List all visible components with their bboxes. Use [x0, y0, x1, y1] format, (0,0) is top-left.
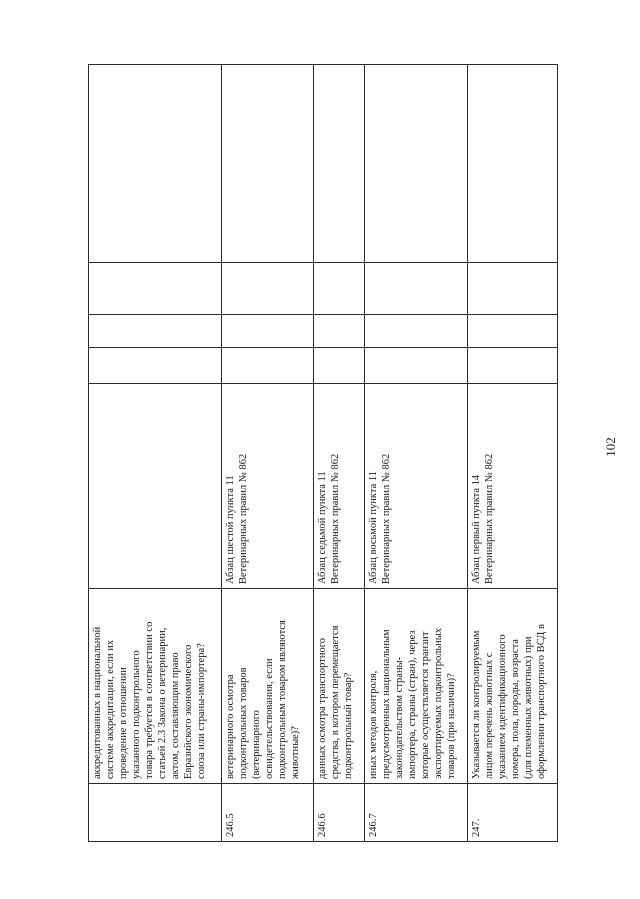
empty-cell: [365, 65, 468, 263]
empty-cell: [468, 263, 558, 315]
empty-cell: [222, 65, 314, 263]
table-row: [89, 65, 222, 842]
empty-cell: [314, 65, 365, 263]
row-question: аккредитованных в национальной системе аккредитации, если их проведение в отношении указанного подконтрольного товара требуется в соответствии со статьей 2.3 Закона о ветеринарии, актом, составляющим право Евразийского экономического союза или страны-импортера?: [89, 589, 222, 784]
empty-cell: [468, 65, 558, 263]
empty-cell: [222, 263, 314, 315]
row-reference: Абзац седьмой пункта 11 Ветеринарных правил № 862: [314, 384, 365, 589]
page-number: 102: [603, 437, 618, 457]
row-reference: [89, 384, 222, 589]
empty-cell: [314, 348, 365, 384]
empty-cell: [222, 348, 314, 384]
table-row: [314, 65, 365, 842]
empty-cell: [89, 315, 222, 348]
table-row: [222, 65, 314, 842]
empty-cell: [314, 263, 365, 315]
row-question: иных методов контроля, предусмотренных национальным законодательством страны- импортера, страны (стран), через которые осуществляется транзит экспортируемых подконтрольных товаров (при наличии)?: [365, 589, 468, 784]
empty-cell: [89, 263, 222, 315]
empty-cell: [89, 348, 222, 384]
empty-cell: [89, 65, 222, 263]
empty-cell: [365, 315, 468, 348]
table-row: [468, 65, 558, 842]
row-number: 246.6: [314, 784, 365, 842]
empty-cell: [468, 348, 558, 384]
table-row: [365, 65, 468, 842]
empty-cell: [365, 263, 468, 315]
row-question: данных осмотра транспортного средства, в котором перемещается подконтрольный товар?: [314, 589, 365, 784]
row-question: ветеринарного осмотра подконтрольных товаров (ветеринарного освидетельствования, если подконтрольным товаром являются животные)?: [222, 589, 314, 784]
empty-cell: [222, 315, 314, 348]
row-number: 247.: [468, 784, 558, 842]
row-reference: Абзац шестой пункта 11 Ветеринарных правил № 862: [222, 384, 314, 589]
empty-cell: [365, 348, 468, 384]
row-number: 246.7: [365, 784, 468, 842]
rotated-table-container: [88, 65, 557, 842]
empty-cell: [314, 315, 365, 348]
empty-cell: [468, 315, 558, 348]
row-reference: Абзац первый пункта 14 Ветеринарных правил № 862: [468, 384, 558, 589]
row-reference: Абзац восьмой пункта 11 Ветеринарных правил № 862: [365, 384, 468, 589]
checklist-table: [88, 64, 558, 842]
row-question: Указывается ли контролируемым лицом перечень животных с указанием идентификационного номера, пола, породы, возраста (для племенных животных) при оформлении транспортного ВСД в: [468, 589, 558, 784]
row-number: [89, 784, 222, 842]
row-number: 246.5: [222, 784, 314, 842]
